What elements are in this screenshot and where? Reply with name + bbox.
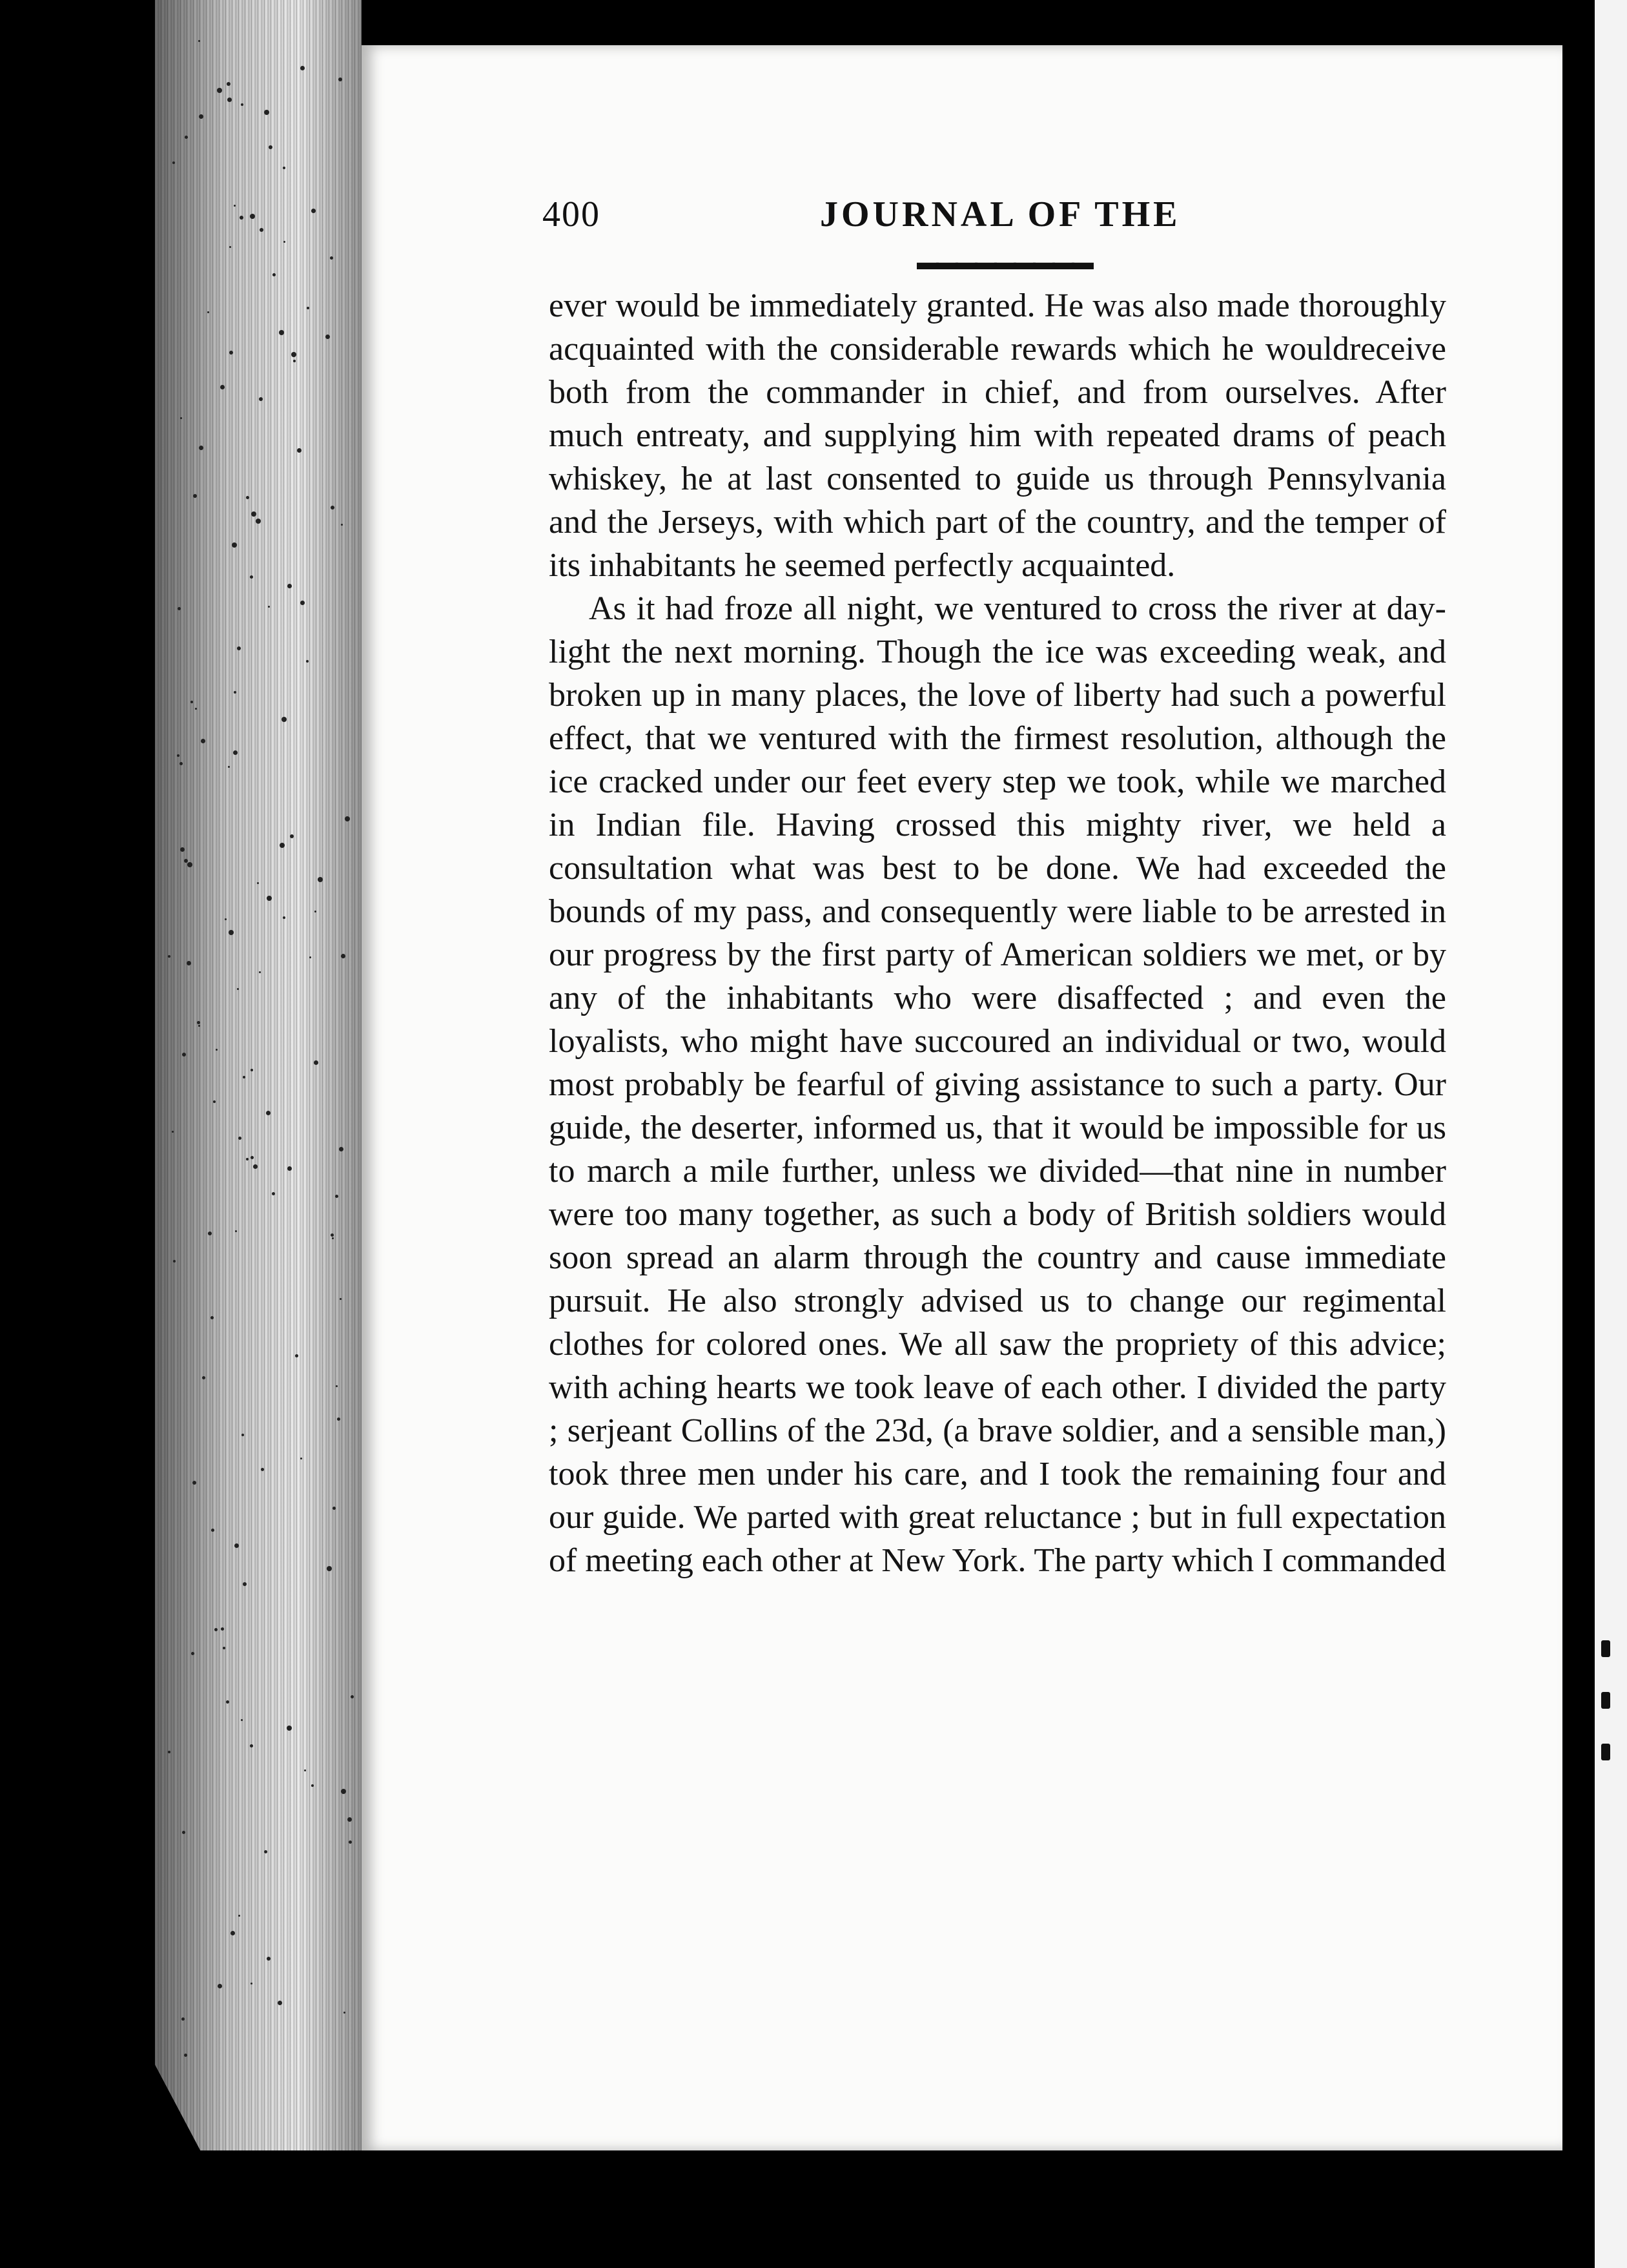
scan-speckle bbox=[179, 762, 183, 765]
scan-speckle bbox=[251, 1156, 254, 1159]
scan-speckle bbox=[233, 750, 238, 755]
scan-speckle bbox=[260, 228, 263, 232]
scan-speckle bbox=[246, 496, 249, 499]
scan-speckle bbox=[168, 1751, 170, 1753]
scan-speckle bbox=[336, 1385, 338, 1387]
scan-speckle bbox=[347, 1817, 352, 1822]
scan-speckle bbox=[307, 307, 309, 309]
scan-speckle bbox=[281, 717, 287, 722]
scan-speckle bbox=[197, 1021, 200, 1024]
scan-speckle bbox=[264, 1850, 267, 1853]
scan-speckle bbox=[238, 1137, 241, 1140]
scan-speckle bbox=[185, 136, 188, 139]
scan-speckle bbox=[267, 1957, 271, 1961]
scan-speckle bbox=[241, 1719, 243, 1721]
scan-speckle bbox=[178, 607, 181, 610]
scan-speckle bbox=[272, 1192, 275, 1195]
scan-speckle bbox=[202, 1376, 205, 1379]
running-title: JOURNAL OF THE bbox=[820, 194, 1181, 234]
scan-speckle bbox=[168, 955, 170, 958]
scan-speckle bbox=[349, 1840, 352, 1844]
scan-speckle bbox=[331, 1233, 334, 1237]
scan-speckle bbox=[173, 1260, 176, 1263]
scan-speckle bbox=[251, 511, 256, 517]
scan-speckle bbox=[216, 1049, 218, 1051]
scan-speckle bbox=[332, 1237, 334, 1239]
scan-speckle bbox=[250, 1744, 253, 1747]
page-edge-shadow bbox=[155, 0, 362, 2150]
scan-speckle bbox=[243, 1582, 247, 1586]
scan-speckle bbox=[182, 1053, 186, 1057]
scan-speckle bbox=[184, 859, 188, 863]
scan-speckle bbox=[238, 1915, 240, 1917]
scan-speckle bbox=[227, 82, 230, 86]
scan-speckle bbox=[229, 246, 231, 248]
scan-speckle bbox=[199, 114, 203, 119]
scan-speckle bbox=[269, 145, 272, 149]
scan-speckle bbox=[314, 1060, 318, 1065]
scan-speckle bbox=[184, 2054, 187, 2057]
scan-speckle bbox=[210, 1316, 214, 1319]
scan-speckle bbox=[333, 1507, 336, 1510]
scan-speckle bbox=[256, 519, 261, 524]
scan-speckle bbox=[318, 877, 323, 882]
scan-speckle bbox=[226, 1700, 229, 1704]
scan-speckle bbox=[237, 988, 239, 990]
scan-speckle bbox=[251, 1069, 253, 1071]
scan-speckle bbox=[246, 1158, 249, 1160]
scan-speckle bbox=[229, 351, 233, 355]
scan-speckle bbox=[250, 575, 253, 579]
scan-speckle bbox=[341, 954, 345, 958]
scan-speckle bbox=[295, 1354, 298, 1357]
scan-speckle bbox=[193, 494, 197, 498]
scan-speckle bbox=[339, 1147, 343, 1151]
scan-speckle bbox=[217, 88, 222, 93]
scan-speckle bbox=[195, 708, 197, 710]
scan-speckle bbox=[253, 1164, 258, 1169]
scan-speckle bbox=[257, 882, 259, 884]
scan-speckle bbox=[351, 1695, 354, 1698]
scan-speckle bbox=[325, 335, 330, 339]
scan-speckle bbox=[306, 660, 309, 663]
scan-speckle bbox=[327, 1566, 332, 1571]
facing-page-mark bbox=[1601, 1640, 1610, 1657]
scan-speckle bbox=[198, 1025, 200, 1027]
scan-speckle bbox=[232, 542, 237, 548]
scan-speckle bbox=[343, 2012, 345, 2014]
scan-speckle bbox=[241, 1434, 244, 1436]
scan-speckle bbox=[330, 256, 333, 260]
scan-speckle bbox=[300, 66, 305, 70]
scan-speckle bbox=[243, 1076, 245, 1078]
scan-speckle bbox=[180, 847, 185, 852]
scan-speckle bbox=[198, 40, 200, 42]
scan-speckle bbox=[201, 739, 205, 743]
scan-speckle bbox=[213, 1100, 216, 1103]
header-ornament: ▬▬▬▬▬▬▬▬▬ bbox=[917, 251, 1091, 274]
scan-speckle bbox=[208, 1232, 212, 1235]
scan-speckle bbox=[335, 1195, 338, 1198]
scan-speckle bbox=[221, 1627, 224, 1631]
scan-speckle bbox=[235, 1230, 237, 1232]
scan-speckle bbox=[283, 241, 285, 243]
scan-speckle bbox=[251, 1983, 252, 1984]
facing-page-mark bbox=[1601, 1692, 1610, 1709]
scan-speckle bbox=[211, 1529, 214, 1532]
scan-speckle bbox=[240, 216, 243, 220]
scan-speckle bbox=[283, 167, 285, 169]
scan-speckle bbox=[234, 1543, 239, 1548]
page-header bbox=[542, 194, 1453, 245]
page-body-text bbox=[549, 284, 1446, 1582]
scan-speckle bbox=[234, 205, 236, 207]
scan-speckle bbox=[214, 1628, 218, 1631]
scan-speckle bbox=[187, 961, 191, 965]
scan-speckle bbox=[314, 911, 316, 912]
scan-speckle bbox=[172, 161, 175, 164]
scan-speckle bbox=[293, 360, 296, 362]
paragraph: As it had froze all night, we ventured to cross the river at day-light the next morning. Though the ice was exceeding weak, and broken up in many places, the love of liberty had such a powerful effect, that we ventured with the firmest resolution, although the ice cracked under our feet every step we took, while we marched in Indian file. Having crossed this mighty river, we held a consultation what was best to be done. We had exceeded the bounds of my pass, and consequently were liable to be arrested in our progress by the first party of American soldiers we met, or by any of the inhabitants who were disaffected ; and even the loyalists, who might have succoured an individual or two, would most probably be fearful of giving assistance to such a party. Our guide, the deserter, informed us, that it would be impossible for us to march a mile further, unless we divided—that nine in number were too many together, as such a body of British soldiers would soon spread an alarm through the country and cause immediate pursuit. He also strongly advised us to change our regimental clothes for colored ones. We all saw the propriety of this advice; with aching hearts we took leave of each other. I divided the party ; serjeant Collins of the 23d, (a brave soldier, and a sensible man,) took three men under his care, and I took the remaining four and our guide. We parted with great reluctance ; but in full expectation of meeting each other at New York. The party which I commanded bbox=[549, 590, 1446, 1579]
scan-speckle bbox=[207, 311, 209, 313]
scan-speckle bbox=[311, 209, 316, 213]
scan-speckle bbox=[331, 506, 334, 510]
scan-speckle bbox=[223, 1647, 225, 1649]
scan-speckle bbox=[259, 397, 263, 401]
scan-speckle bbox=[220, 385, 225, 389]
scan-speckle bbox=[283, 916, 285, 919]
scan-speckle bbox=[230, 1931, 235, 1935]
scan-speckle bbox=[345, 816, 350, 821]
scan-speckle bbox=[177, 754, 179, 757]
scan-speckle bbox=[268, 606, 270, 608]
scan-speckle bbox=[341, 524, 343, 526]
scan-speckle bbox=[199, 446, 203, 450]
scan-speckle bbox=[304, 1769, 306, 1771]
scan-speckle bbox=[250, 214, 255, 219]
scan-speckle bbox=[300, 601, 305, 605]
scan-speckle bbox=[227, 98, 232, 102]
scan-speckle bbox=[280, 843, 285, 848]
scan-speckle bbox=[182, 1831, 185, 1834]
scan-speckle bbox=[272, 273, 276, 276]
scan-speckle bbox=[266, 1111, 271, 1115]
scan-speckle bbox=[278, 2001, 282, 2005]
scan-speckle bbox=[218, 1984, 222, 1988]
scan-speckle bbox=[237, 646, 241, 650]
scan-speckle bbox=[190, 701, 193, 703]
scan-speckle bbox=[290, 834, 294, 838]
facing-page-strip bbox=[1595, 0, 1627, 2268]
scan-speckle bbox=[228, 766, 230, 768]
facing-page-mark bbox=[1601, 1744, 1610, 1760]
scan-speckle bbox=[287, 1726, 292, 1731]
scan-speckle bbox=[267, 896, 272, 901]
scan-speckle bbox=[287, 584, 292, 588]
scan-speckle bbox=[181, 2017, 185, 2021]
page-number: 400 bbox=[542, 194, 600, 234]
scan-speckle bbox=[225, 918, 227, 920]
scan-speckle bbox=[311, 1784, 314, 1787]
scan-speckle bbox=[261, 1468, 264, 1471]
scan-speckle bbox=[172, 1131, 174, 1133]
scan-speckle bbox=[340, 1298, 342, 1300]
scan-speckle bbox=[234, 691, 236, 694]
scan-speckle bbox=[180, 417, 182, 419]
scan-speckle bbox=[259, 971, 261, 973]
scan-speckle bbox=[309, 956, 311, 958]
scan-speckle bbox=[192, 1481, 196, 1485]
scan-speckle bbox=[338, 77, 342, 81]
scan-speckle bbox=[229, 930, 234, 935]
scan-speckle bbox=[341, 1789, 346, 1794]
scan-speckle bbox=[297, 448, 302, 453]
scan-speckle bbox=[337, 1418, 340, 1421]
scan-speckle bbox=[279, 330, 284, 335]
scan-speckle bbox=[300, 1458, 302, 1459]
paragraph: ever would be immediately granted. He was also made thoroughly acquainted with the considerable rewards which he wouldreceive both from the commander in chief, and from ourselves. After much entreaty, and supplying him with repeated drams of peach whiskey, he at last consented to guide us through Pennsylvania and the Jerseys, with which part of the country, and the temper of its inhabitants he seemed perfectly acquainted. bbox=[549, 287, 1446, 584]
scan-speckle bbox=[241, 103, 243, 106]
scan-speckle bbox=[291, 352, 296, 357]
scan-speckle bbox=[264, 110, 269, 115]
scan-speckle bbox=[187, 862, 192, 867]
scan-speckle bbox=[191, 1652, 194, 1655]
scan-speckle bbox=[287, 1166, 292, 1171]
